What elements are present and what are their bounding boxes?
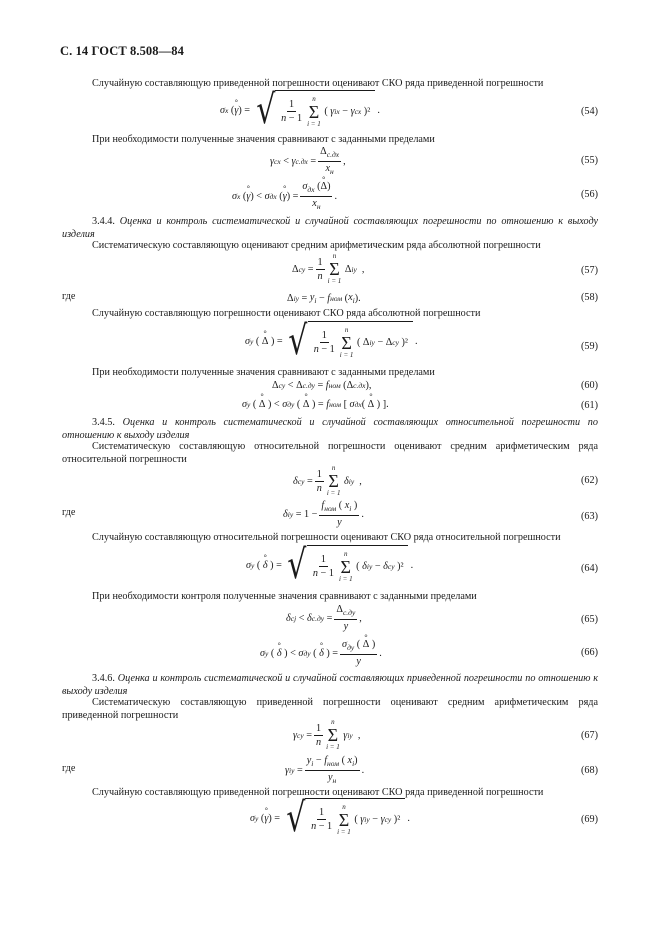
section-3-4-5	[62, 417, 598, 443]
formula-58: Δ iy = $y_i$ − f ном ( $x_i$ ).	[287, 292, 361, 305]
formula-68: γ iy = $\frac{y_i - f_{ном} ( x_i)}{y_н}$ .	[285, 755, 365, 785]
paragraph: Случайную составляющую погрешности оценивают СКО ряда абсолютной погрешности	[92, 308, 481, 319]
equation-number: (69)	[581, 814, 598, 825]
formula-56: σ x ( ° γ ) < σ дx ( ° γ ) = $\frac{\sigma_{дx} (^\circ \Delta)}{x_н}$ .	[232, 181, 337, 212]
section-title: Оценка и контроль систематической и случайной составляющих приведенной погрешности по отношению к выходу изделия	[62, 673, 599, 697]
section-number: 3.4.6.	[92, 673, 115, 684]
equation-number: (66)	[581, 647, 598, 658]
formula-67: γ cy = $\frac{1}{n}$ n Σ i = 1 γ iy ,	[293, 718, 361, 751]
formula-59: σ y ( ° Δ ) = √ $\frac{1}{n - 1}$ n Σ i = 1 ( Δ iy − Δ cy )² .	[245, 321, 418, 361]
formula-54: σ x ( ° γ ) = √ $\frac{1}{n - 1}$ n Σ i = 1 ( γ ix − γ cx )² .	[220, 90, 380, 130]
paragraph: При необходимости контроля полученные значения сравнивают с заданными пределами	[92, 591, 477, 602]
section-title: Оценка и контроль систематической и случайной составляющих погрешности по отношению к выходу изделия	[62, 216, 598, 240]
equation-number: (55)	[581, 155, 598, 166]
formula-69: σ y ( ° γ ) = √ $\frac{1}{n - 1}$ n Σ i = 1 ( γ iy − γ cy )² .	[250, 798, 410, 838]
equation-number: (64)	[581, 563, 598, 574]
equation-number: (60)	[581, 380, 598, 391]
formula-66: σ y ( ° δ ) < σ дy ( ° δ ) = $\frac{\sigma_{дy} ( ^\circ \Delta )}{y}$ .	[260, 639, 382, 667]
section-title: Оценка и контроль систематической и случайной составляющих относительной погрешности по отношению к выходу изделия	[62, 417, 598, 441]
where-label: где	[62, 507, 76, 518]
where-label: где	[62, 763, 76, 774]
paragraph: При необходимости полученные значения сравнивают с заданными пределами	[92, 367, 435, 378]
paragraph: Случайную составляющую относительной погрешности оценивают СКО ряда относительной погрешности	[92, 532, 561, 543]
formula-61: σ y ( ° Δ ) < σ дy ( ° Δ ) = f ном [ σ дx ( ° Δ ) ].	[242, 399, 389, 410]
section-number: 3.4.5.	[92, 417, 115, 428]
formula-60: Δ cy < Δ c.дy = f ном (Δ c.дx ),	[272, 380, 372, 391]
equation-number: (68)	[581, 765, 598, 776]
equation-number: (61)	[581, 400, 598, 411]
paragraph: При необходимости полученные значения сравнивают с заданными пределами	[92, 134, 435, 145]
paragraph: Систематическую составляющую приведенной погрешности оценивают средним арифметическим ряда приведенной погрешности	[62, 697, 598, 721]
equation-number: (59)	[581, 341, 598, 352]
paragraph: Систематическую составляющую оценивают средним арифметическим ряда абсолютной погрешности	[92, 240, 541, 251]
equation-number: (63)	[581, 511, 598, 522]
equation-number: (58)	[581, 292, 598, 303]
formula-64: σ y ( ° δ ) = √ $\frac{1}{n - 1}$ n Σ i = 1 ( δ iy − δ cy )² .	[246, 545, 413, 585]
formula-62: δ cy = $\frac{1}{n}$ n Σ i = 1 δ iy ,	[293, 464, 362, 497]
paragraph: Систематическую составляющую относительной погрешности оценивают средним арифметическим ряда относительной погрешности	[62, 441, 598, 465]
equation-number: (56)	[581, 189, 598, 200]
equation-number: (62)	[581, 475, 598, 486]
formula-55: γ cx < γ c.дx = $\frac{\Delta_{c.дx}}{x_н}$ ,	[270, 146, 346, 176]
page-header: С. 14 ГОСТ 8.508—84	[60, 44, 184, 58]
equation-number: (67)	[581, 730, 598, 741]
paragraph: Случайную составляющую приведенной погрешности оценивают СКО ряда приведенной погрешности	[92, 78, 544, 89]
formula-57: Δ cy = $\frac{1}{n}$ n Σ i = 1 Δ iy ,	[292, 252, 365, 285]
paragraph: Случайную составляющую приведенной погрешности оценивают СКО ряда приведенной погрешности	[92, 787, 544, 798]
section-number: 3.4.4.	[92, 216, 115, 227]
section-3-4-6	[62, 673, 598, 699]
equation-number: (65)	[581, 614, 598, 625]
formula-65: δ cj < δ c.дy = $\frac{\Delta_{c.дy}}{y}$ ,	[286, 604, 362, 632]
equation-number: (57)	[581, 265, 598, 276]
formula-63: δ iy = 1 − $\frac{f_{ном} ( x_i )}{y}$ .	[283, 500, 364, 528]
equation-number: (54)	[581, 106, 598, 117]
where-label: где	[62, 291, 76, 302]
section-3-4-4	[62, 216, 598, 242]
